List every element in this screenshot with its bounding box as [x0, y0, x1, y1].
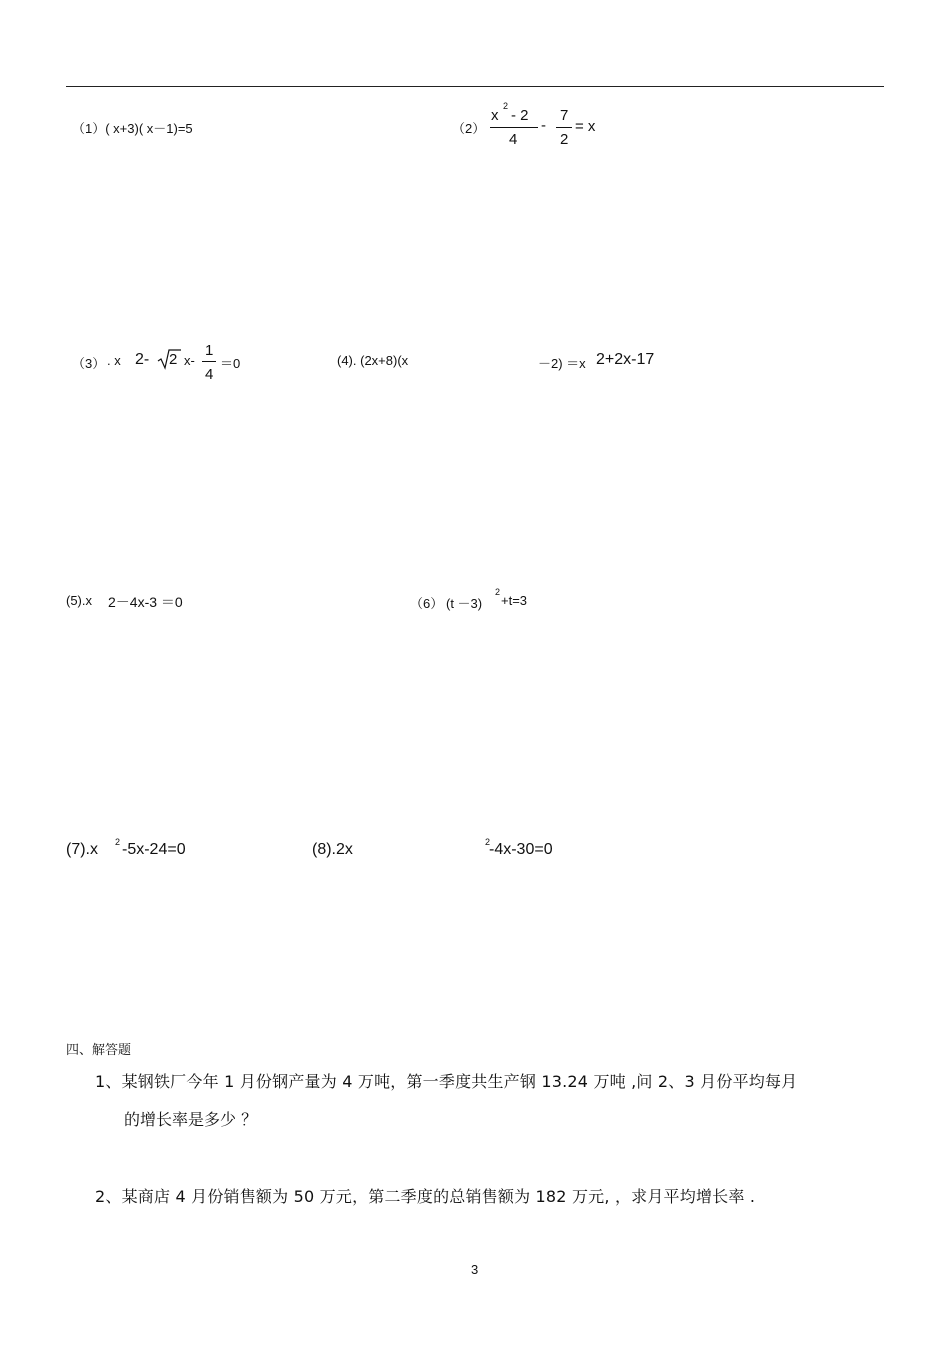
- problem-3-frac-den: 4: [205, 366, 214, 383]
- problem-8-part-1: (8).2x: [312, 841, 353, 858]
- problem-3-x-minus: x-: [184, 353, 195, 368]
- problem-7-part-1: (7).x: [66, 841, 98, 858]
- problem-6-label: （6）: [410, 596, 444, 611]
- problem-2-fraction-bar-1: [490, 127, 538, 128]
- problem-6-part-2: +t=3: [501, 593, 528, 608]
- section-heading: 四、解答题: [66, 1043, 132, 1058]
- problem-3-eq: ＝0: [220, 356, 241, 371]
- problem-8-part-2: -4x-30=0: [489, 841, 553, 858]
- problem-2-den-2: 2: [560, 131, 569, 148]
- problem-2-fraction-bar-2: [556, 127, 572, 128]
- problem-3-label: （3）: [72, 356, 106, 371]
- problem-2-den-1: 4: [509, 131, 518, 148]
- problem-3-radicand: 2: [169, 351, 178, 368]
- problem-7-part-2: -5x-24=0: [122, 841, 186, 858]
- question-1-line-2: 的增长率是多少 ？: [124, 1110, 258, 1129]
- problem-1-label: （1）: [72, 121, 106, 136]
- problem-2-eq: = x: [575, 118, 596, 135]
- problem-3-fraction-bar: [202, 361, 216, 362]
- problem-4-part-3: 2+2x-17: [596, 351, 655, 368]
- problem-2-num-sup: 2: [503, 101, 509, 111]
- problem-2-num-2: 7: [560, 107, 569, 124]
- problem-1: [72, 118, 193, 137]
- problem-4-part-2: －2) ＝x: [538, 356, 586, 371]
- problem-2-label: （2）: [452, 121, 486, 136]
- problem-8-sup: 2: [485, 837, 491, 847]
- problem-6-part-1: (t －3): [446, 596, 483, 611]
- page-number: 3: [471, 1262, 479, 1277]
- header-rule: [66, 86, 884, 87]
- problem-1-expr: ( x+3)( x－1)=5: [105, 121, 193, 136]
- problem-3-frac-num: 1: [205, 342, 214, 359]
- problem-2-minus: -: [541, 117, 546, 134]
- problem-2-num-rest: - 2: [511, 107, 529, 124]
- problem-3-two: 2-: [135, 351, 150, 368]
- question-2: 2、某商店 4 月份销售额为 50 万元，第二季度的总销售额为 182 万元, ，求月平均增长率 .: [95, 1187, 756, 1206]
- problem-7-sup: 2: [115, 837, 121, 847]
- problem-3-pre: . x: [107, 353, 121, 368]
- problem-6-sup: 2: [495, 587, 501, 597]
- question-1-line-1: 1、某钢铁厂今年 1 月份钢产量为 4 万吨，第一季度共生产钢 13.24 万吨 ,问 2、3 月份平均每月: [95, 1072, 798, 1091]
- problem-4-part-1: (4). (2x+8)(x: [337, 353, 409, 368]
- problem-5-part-1: (5).x: [66, 593, 92, 608]
- problem-2-num-x: x: [491, 107, 499, 124]
- problem-5-part-2: 2－4x-3 ＝0: [108, 594, 183, 610]
